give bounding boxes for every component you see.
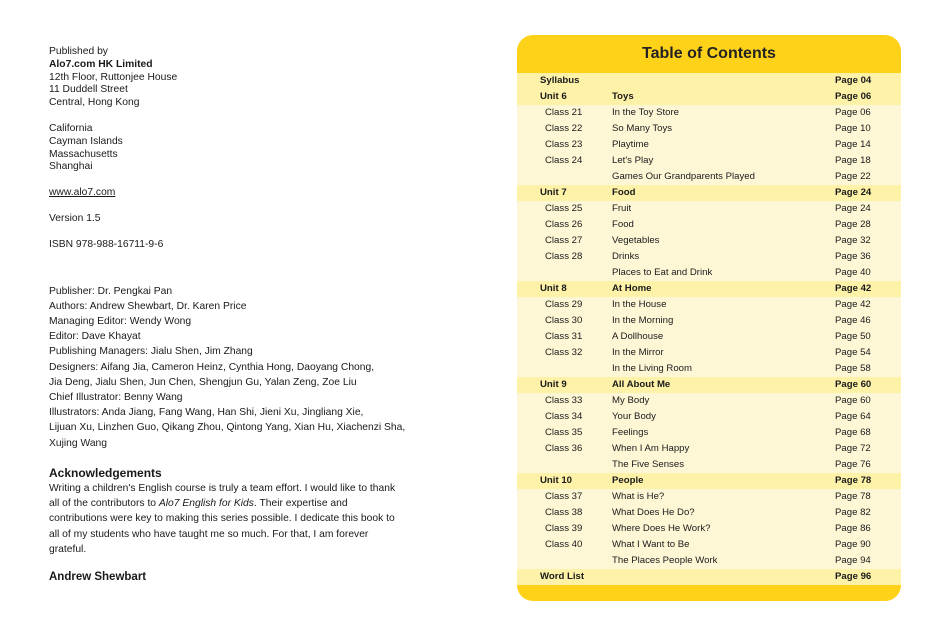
toc-title-text: Your Body (612, 411, 656, 422)
location-line: Shanghai (49, 161, 93, 173)
toc-title-text: Feelings (612, 427, 649, 438)
toc-title-text: So Many Toys (612, 123, 673, 134)
toc-page: Page 42 (835, 299, 871, 310)
publisher-block (49, 46, 409, 110)
toc-page: Page 06 (835, 107, 871, 118)
credit-line: Xujing Wang (49, 437, 108, 449)
ack-line: Writing a children's English course is truly a team effort. I would like to thank (49, 482, 396, 494)
acknowledgements-text (49, 481, 401, 557)
toc-page: Page 96 (835, 571, 872, 582)
toc-page: Page 90 (835, 539, 871, 550)
toc-entry-row[interactable] (517, 489, 901, 505)
toc-section-row[interactable] (517, 73, 901, 89)
toc-title-text: Where Does He Work? (612, 523, 711, 534)
toc-entry-row[interactable] (517, 393, 901, 409)
toc-page: Page 24 (835, 203, 871, 214)
version-text: Version 1.5 (49, 212, 101, 224)
toc-page: Page 22 (835, 171, 871, 182)
toc-entry-row[interactable] (517, 249, 901, 265)
toc-number: Class 26 (545, 219, 583, 230)
toc-entry-row[interactable] (517, 297, 901, 313)
toc-entry-row[interactable] (517, 425, 901, 441)
toc-number: Class 22 (545, 123, 583, 134)
toc-entry-row[interactable] (517, 137, 901, 153)
toc-number: Class 34 (545, 411, 583, 422)
credit-line: Chief Illustrator: Benny Wang (49, 391, 183, 403)
toc-number: Class 29 (545, 299, 583, 310)
toc-section-row[interactable] (517, 281, 901, 297)
toc-entry-row[interactable] (517, 457, 901, 473)
credit-line: Publisher: Dr. Pengkai Pan (49, 285, 173, 297)
toc-entry-row[interactable] (517, 521, 901, 537)
table-of-contents (517, 35, 901, 601)
address-line: 11 Duddell Street (49, 84, 128, 96)
toc-title-text: People (612, 475, 644, 486)
imprint-page (49, 46, 409, 584)
isbn-text: ISBN 978-988-16711-9-6 (49, 238, 164, 250)
ack-line: grateful. (49, 543, 87, 555)
toc-title-text: In the House (612, 299, 667, 310)
location-line: California (49, 122, 93, 134)
ack-line: all of my students who have taught me so much. For that, I am forever (49, 528, 369, 540)
toc-entry-row[interactable] (517, 329, 901, 345)
credit-line: Jia Deng, Jialu Shen, Jun Chen, Shengjun Gu, Yalan Zeng, Zoe Liu (49, 376, 357, 388)
toc-title-text: At Home (612, 283, 652, 294)
toc-page: Page 72 (835, 443, 871, 454)
toc-title-text: Food (612, 187, 636, 198)
toc-title-text: Places to Eat and Drink (612, 267, 713, 278)
toc-title-text: What is He? (612, 491, 665, 502)
address-line: Central, Hong Kong (49, 97, 140, 109)
credit-line: Illustrators: Anda Jiang, Fang Wang, Han Shi, Jieni Xu, Jingliang Xie, (49, 407, 364, 419)
ack-text: . Their expertise and (253, 498, 348, 510)
toc-page: Page 40 (835, 267, 871, 278)
toc-title-text: A Dollhouse (612, 331, 664, 342)
toc-section-row[interactable] (517, 569, 901, 585)
toc-entry-row[interactable] (517, 265, 901, 281)
toc-page: Page 76 (835, 459, 871, 470)
toc-title-text: The Places People Work (612, 555, 718, 566)
toc-title-text: All About Me (612, 379, 671, 390)
toc-number: Class 37 (545, 491, 583, 502)
toc-entry-row[interactable] (517, 409, 901, 425)
toc-title-text: Food (612, 219, 634, 230)
toc-page: Page 46 (835, 315, 871, 326)
toc-number: Unit 6 (540, 91, 567, 102)
toc-title-text: When I Am Happy (612, 443, 690, 454)
toc-title-text: In the Toy Store (612, 107, 680, 118)
toc-number: Class 33 (545, 395, 583, 406)
toc-entry-row[interactable] (517, 169, 901, 185)
toc-entry-row[interactable] (517, 505, 901, 521)
toc-number: Unit 9 (540, 379, 567, 390)
toc-number: Class 24 (545, 155, 583, 166)
ack-line (49, 496, 401, 511)
toc-page: Page 36 (835, 251, 871, 262)
author-signature: Andrew Shewbart (49, 571, 147, 584)
toc-entry-row[interactable] (517, 153, 901, 169)
toc-page: Page 10 (835, 123, 871, 134)
book-title: Alo7 English for Kids (158, 498, 254, 510)
credits-block (49, 284, 409, 451)
toc-entry-row[interactable] (517, 201, 901, 217)
toc-entry-row[interactable] (517, 313, 901, 329)
toc-entry-row[interactable] (517, 121, 901, 137)
toc-number: Class 30 (545, 315, 583, 326)
toc-number: Unit 8 (540, 283, 567, 294)
credit-line: Authors: Andrew Shewbart, Dr. Karen Price (49, 300, 247, 312)
toc-title-text: Playtime (612, 139, 649, 150)
toc-entry-row[interactable] (517, 217, 901, 233)
toc-page: Page 78 (835, 491, 871, 502)
toc-entry-row[interactable] (517, 105, 901, 121)
toc-page: Page 50 (835, 331, 871, 342)
toc-entry-row[interactable] (517, 553, 901, 569)
toc-number: Class 38 (545, 507, 583, 518)
toc-title-text: Let's Play (612, 155, 654, 166)
toc-entry-row[interactable] (517, 441, 901, 457)
toc-page: Page 60 (835, 379, 872, 390)
toc-page: Page 58 (835, 363, 871, 374)
toc-number: Unit 7 (540, 187, 567, 198)
toc-page: Page 94 (835, 555, 871, 566)
toc-page: Page 28 (835, 219, 871, 230)
toc-page: Page 24 (835, 187, 872, 198)
toc-title-text: Drinks (612, 251, 640, 262)
address-line: 12th Floor, Ruttonjee House (49, 71, 178, 83)
toc-number: Class 39 (545, 523, 583, 534)
toc-title-text: What I Want to Be (612, 539, 690, 550)
toc-title-text: My Body (612, 395, 650, 406)
toc-number: Class 25 (545, 203, 583, 214)
toc-entry-row[interactable] (517, 233, 901, 249)
toc-title-text: In the Morning (612, 315, 674, 326)
toc-number: Class 21 (545, 107, 583, 118)
toc-title-text: What Does He Do? (612, 507, 695, 518)
toc-page: Page 78 (835, 475, 872, 486)
publisher-name: Alo7.com HK Limited (49, 58, 153, 70)
toc-title-text: In the Living Room (612, 363, 692, 374)
locations-block (49, 123, 409, 174)
ack-text: all of the contributors to (49, 498, 159, 510)
toc-number: Unit 10 (540, 475, 572, 486)
credit-line: Lijuan Xu, Linzhen Guo, Qikang Zhou, Qintong Yang, Xian Hu, Xiachenzi Sha, (49, 422, 406, 434)
toc-number: Syllabus (540, 75, 580, 86)
credit-line: Designers: Aifang Jia, Cameron Heinz, Cynthia Hong, Daoyang Chong, (49, 361, 375, 373)
toc-page: Page 14 (835, 139, 871, 150)
toc-number: Class 23 (545, 139, 583, 150)
ack-line: contributions were key to making this series possible. I dedicate this book to (49, 513, 395, 525)
toc-page: Page 18 (835, 155, 871, 166)
toc-number: Class 31 (545, 331, 583, 342)
toc-title-text: Fruit (612, 203, 632, 214)
toc-title-text: Games Our Grandparents Played (612, 171, 755, 182)
toc-title-text: Vegetables (612, 235, 660, 246)
toc-page: Page 06 (835, 91, 872, 102)
toc-page: Page 42 (835, 283, 872, 294)
toc-page: Page 54 (835, 347, 871, 358)
credit-line: Managing Editor: Wendy Wong (49, 315, 192, 327)
toc-page: Page 32 (835, 235, 871, 246)
toc-page: Page 60 (835, 395, 871, 406)
toc-entry-row[interactable] (517, 537, 901, 553)
toc-entry-row[interactable] (517, 345, 901, 361)
toc-page: Page 04 (835, 75, 872, 86)
location-line: Massachusetts (49, 148, 118, 160)
credit-line: Publishing Managers: Jialu Shen, Jim Zhang (49, 346, 253, 358)
toc-title-text: In the Mirror (612, 347, 664, 358)
toc-page: Page 68 (835, 427, 871, 438)
toc-number: Class 27 (545, 235, 583, 246)
toc-page: Page 64 (835, 411, 871, 422)
toc-number: Class 28 (545, 251, 583, 262)
toc-number: Class 35 (545, 427, 583, 438)
toc-number: Class 40 (545, 539, 583, 550)
toc-page: Page 82 (835, 507, 871, 518)
credit-line: Editor: Dave Khayat (49, 331, 141, 343)
toc-number: Class 32 (545, 347, 583, 358)
toc-entry-row[interactable] (517, 361, 901, 377)
toc-title-text: Toys (612, 91, 634, 102)
toc-title-text: The Five Senses (612, 459, 684, 470)
website-link[interactable]: www.alo7.com (49, 187, 116, 199)
toc-page: Page 86 (835, 523, 871, 534)
acknowledgements-heading: Acknowledgements (49, 465, 162, 480)
toc-section-row[interactable] (517, 89, 901, 105)
toc-title: Table of Contents (642, 45, 776, 62)
toc-section-row[interactable] (517, 185, 901, 201)
publisher-label: Published by (49, 46, 108, 57)
location-line: Cayman Islands (49, 135, 123, 147)
toc-number: Word List (540, 571, 585, 582)
toc-number: Class 36 (545, 443, 583, 454)
toc-section-row[interactable] (517, 377, 901, 393)
toc-section-row[interactable] (517, 473, 901, 489)
